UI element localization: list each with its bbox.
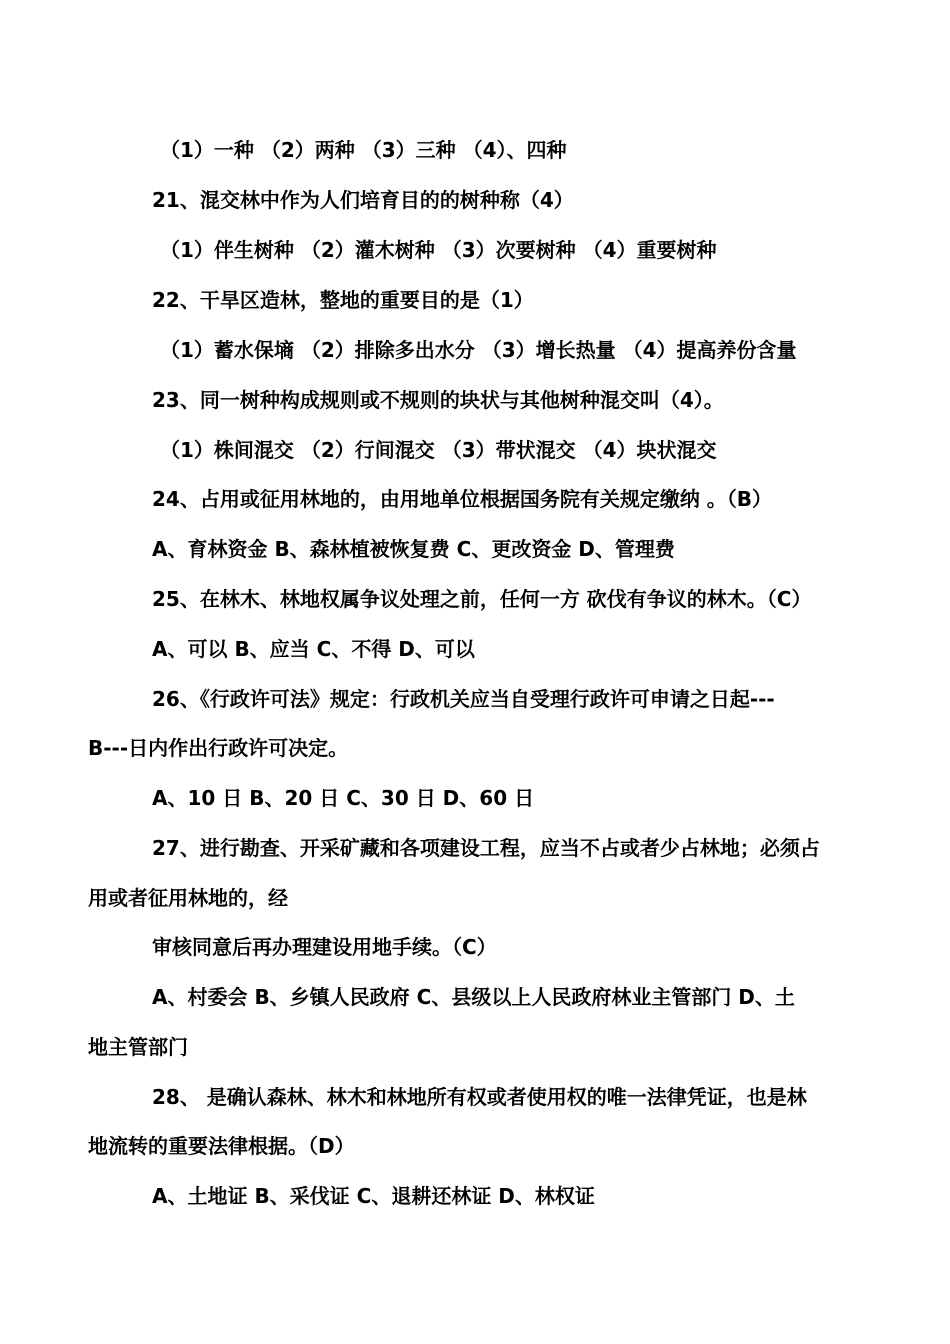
q26-options: A、10 日 B、20 日 C、30 日 D、60 日 bbox=[152, 786, 535, 810]
q24-options: A、育林资金 B、森林植被恢复费 C、更改资金 D、管理费 bbox=[152, 537, 675, 561]
q23-options: （1）株间混交 （2）行间混交 （3）带状混交 （4）块状混交 bbox=[160, 438, 717, 462]
q28-question-cont: 地流转的重要法律根据。（D） bbox=[88, 1134, 355, 1158]
q28-question: 28、 是确认森林、林木和林地所有权或者使用权的唯一法律凭证，也是林 bbox=[152, 1085, 807, 1109]
q28-options: A、土地证 B、采伐证 C、退耕还林证 D、林权证 bbox=[152, 1184, 595, 1208]
q26-question: 26、《行政许可法》规定：行政机关应当自受理行政许可申请之日起--- bbox=[152, 687, 775, 711]
q27-question-cont: 用或者征用林地的，经 bbox=[88, 886, 288, 910]
q27-question-cont-2: 审核同意后再办理建设用地手续。（C） bbox=[152, 935, 497, 959]
q21-question: 21、混交林中作为人们培育目的的树种称（4） bbox=[152, 188, 574, 212]
q23-question: 23、同一树种构成规则或不规则的块状与其他树种混交叫（4）。 bbox=[152, 388, 724, 412]
q25-options: A、可以 B、应当 C、不得 D、可以 bbox=[152, 637, 475, 661]
q21-options: （1）伴生树种 （2）灌木树种 （3）次要树种 （4）重要树种 bbox=[160, 238, 717, 262]
q27-options-cont: 地主管部门 bbox=[88, 1035, 188, 1059]
q20-options: （1）一种 （2）两种 （3）三种 （4）、四种 bbox=[160, 138, 567, 162]
q27-question: 27、进行勘查、开采矿藏和各项建设工程，应当不占或者少占林地；必须占 bbox=[152, 836, 820, 860]
q27-options: A、村委会 B、乡镇人民政府 C、县级以上人民政府林业主管部门 D、土 bbox=[152, 985, 795, 1009]
q22-options: （1）蓄水保墒 （2）排除多出水分 （3）增长热量 （4）提高养份含量 bbox=[160, 338, 797, 362]
q26-question-cont: B---日内作出行政许可决定。 bbox=[88, 736, 349, 760]
q25-question: 25、在林木、林地权属争议处理之前，任何一方 砍伐有争议的林木。（C） bbox=[152, 587, 812, 611]
q22-question: 22、干旱区造林，整地的重要目的是（1） bbox=[152, 288, 534, 312]
q24-question: 24、占用或征用林地的，由用地单位根据国务院有关规定缴纳 。（B） bbox=[152, 487, 773, 511]
